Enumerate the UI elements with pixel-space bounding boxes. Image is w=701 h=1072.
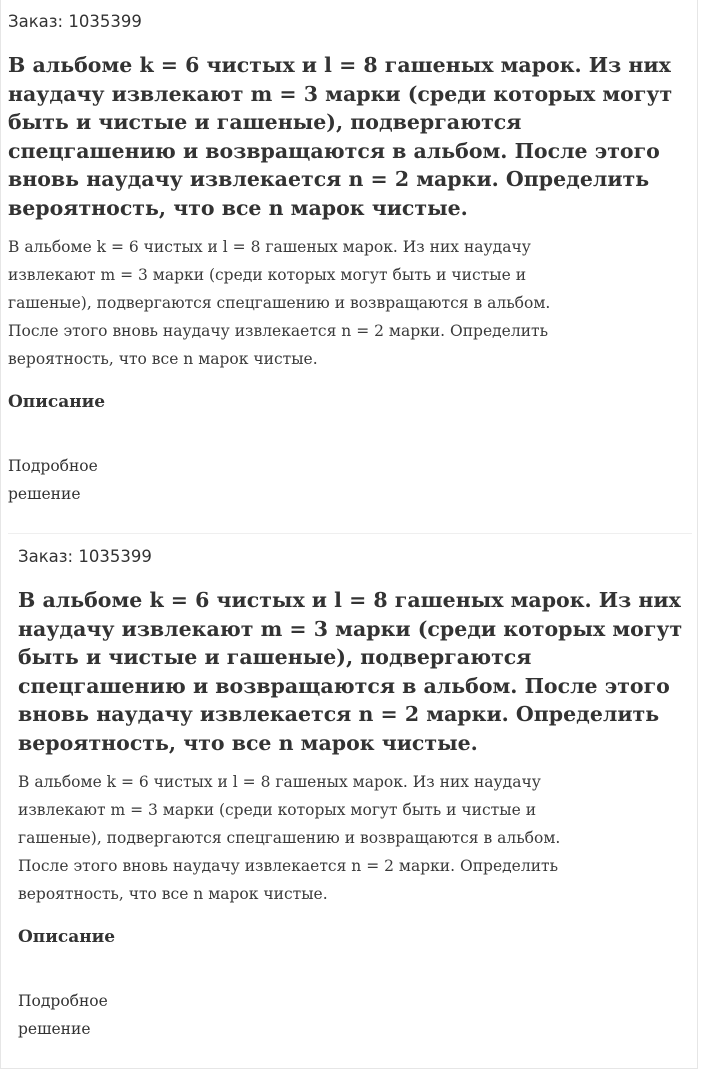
- title-line: спецгашению и возвращаются в альбом. После этого: [8, 138, 660, 163]
- solution-label-line: Подробное: [8, 457, 98, 475]
- title-line: вновь наудачу извлекается n = 2 марки. Определить: [18, 702, 660, 726]
- description-line: вероятность, что все n марок чистые.: [18, 885, 328, 903]
- title-line: вновь наудачу извлекается n = 2 марки. Определить: [8, 167, 650, 191]
- title-line: быть и чистые и гашеные), подвергаются: [8, 110, 522, 134]
- title-line: спецгашению и возвращаются в альбом. После этого: [18, 673, 670, 698]
- title-line: вероятность, что все n марок чистые.: [18, 730, 478, 755]
- task-title: [8, 51, 690, 222]
- solution-label-line: Подробное: [18, 992, 108, 1010]
- title-line: наудачу извлекают m = 3 марки (среди которых могут: [8, 81, 673, 106]
- title-line: быть и чистые и гашеные), подвергаются: [18, 645, 532, 669]
- task-description: [18, 768, 700, 908]
- order-block-2: [8, 535, 692, 1065]
- task-description: [8, 233, 690, 373]
- description-line: гашеные), подвергаются спецгашению и возвращаются в альбом.: [18, 829, 561, 847]
- description-heading: Описание: [18, 927, 116, 947]
- description-heading: Описание: [8, 392, 106, 412]
- description-line: После этого вновь наудачу извлекается n = 2 марки. Определить: [8, 322, 549, 340]
- title-line: наудачу извлекают m = 3 марки (среди которых могут: [18, 616, 683, 641]
- detailed-solution-label: [18, 987, 108, 1043]
- solution-label-line: решение: [18, 1020, 91, 1038]
- detailed-solution-label: [8, 452, 98, 508]
- description-line: извлекают m = 3 марки (среди которых могут быть и чистые и: [8, 266, 527, 284]
- order-number: Заказ: 1035399: [8, 12, 142, 31]
- title-line: вероятность, что все n марок чистые.: [8, 195, 468, 220]
- description-line: После этого вновь наудачу извлекается n = 2 марки. Определить: [18, 857, 559, 875]
- description-line: В альбоме k = 6 чистых и l = 8 гашеных марок. Из них наудачу: [8, 238, 531, 256]
- description-line: извлекают m = 3 марки (среди которых могут быть и чистые и: [18, 801, 537, 819]
- order-block-1: [8, 0, 692, 530]
- solution-label-line: решение: [8, 485, 81, 503]
- description-line: гашеные), подвергаются спецгашению и возвращаются в альбом.: [8, 294, 551, 312]
- title-line: В альбоме k = 6 чистых и l = 8 гашеных марок. Из них: [8, 53, 671, 77]
- title-line: В альбоме k = 6 чистых и l = 8 гашеных марок. Из них: [18, 588, 681, 612]
- block-divider: [8, 533, 692, 534]
- order-number: Заказ: 1035399: [18, 547, 152, 566]
- task-title: [18, 586, 700, 757]
- description-line: В альбоме k = 6 чистых и l = 8 гашеных марок. Из них наудачу: [18, 773, 541, 791]
- description-line: вероятность, что все n марок чистые.: [8, 350, 318, 368]
